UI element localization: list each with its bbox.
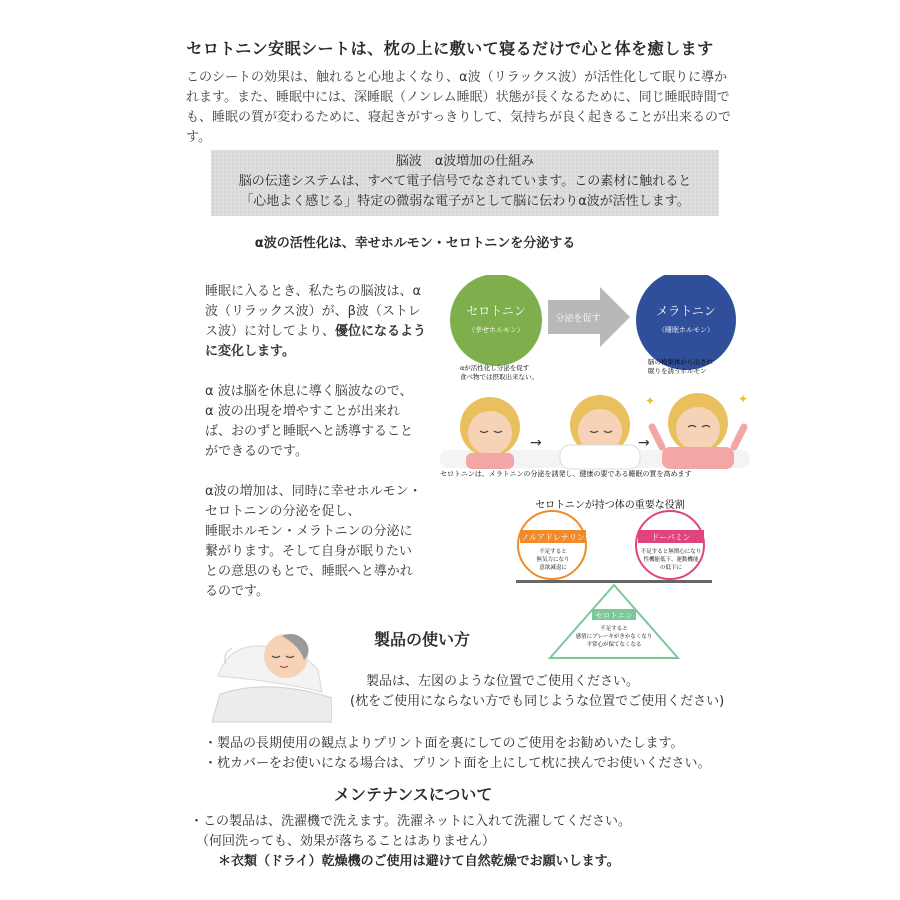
mechanism-box (211, 150, 719, 216)
maintenance-line: （何回洗っても、効果が落ちることはありません） (196, 834, 496, 849)
dopamine-note: の低下に (659, 565, 683, 571)
text-line: との意思のもとで、睡眠へと導かれ (205, 564, 413, 579)
text-line: 睡眠ホルモン・メラトニンの分泌に (205, 524, 413, 539)
intro-line: このシートの効果は、触れると心地よくなり、α波（リラックス波）が活性化して眠りに導か (186, 70, 728, 85)
melatonin-note: 脳の松果体から出され (648, 358, 713, 366)
explanation-paragraph-1 (205, 282, 427, 362)
noradrenaline-note: 無気力になり (536, 557, 570, 563)
text-line: セロトニンの分泌を促し、 (205, 504, 361, 519)
noradrenaline-note: 意欲減退に (539, 565, 567, 571)
usage-note-item: ・製品の長期使用の観点よりプリント面を裏にしてのご使用をお勧めいたします。 (204, 736, 684, 751)
text-line: ば、おのずと睡眠へと誘導すること (205, 424, 414, 439)
melatonin-note: 眠りを誘うホルモン (648, 367, 707, 375)
maintenance-line: ・この製品は、洗濯機で洗えます。洗濯ネットに入れて洗濯してください。 (190, 814, 631, 829)
alpha-heading: α波の活性化は、幸せホルモン・セロトニンを分泌する (254, 236, 576, 251)
howto-heading: 製品の使い方 (374, 630, 471, 649)
text-line: 波（リラックス波）が、β波（ストレ (205, 304, 421, 319)
waking-illustration (440, 392, 750, 469)
text-line: α波の増加は、同時に幸せホルモン・ (205, 484, 422, 499)
maintenance-text (190, 812, 631, 872)
howto-text (350, 672, 725, 712)
sleepy-face-icon (460, 397, 520, 469)
serotonin-role-note: 平常心が保てなくなる (586, 642, 642, 648)
noradrenaline-label: ノルアドレナリン (521, 533, 585, 542)
text-line: ができるのです。 (205, 444, 308, 459)
maintenance-heading: メンテナンスについて (334, 785, 493, 804)
usage-notes (204, 734, 710, 774)
arrow-icon: → (638, 435, 650, 451)
intro-line: れます。また、睡眠中には、深睡眠（ノンレム睡眠）状態が長くなるために、同じ睡眠時間で (186, 90, 730, 105)
sleeping-face-icon (560, 395, 640, 469)
elderly-man-sleeping-icon (212, 624, 332, 724)
text-emphasis: 優位になるよう (335, 324, 427, 339)
serotonin-label: セロトニン (466, 304, 526, 318)
text-emphasis: に変化します。 (205, 344, 295, 359)
sparkle-icon: ✦ (738, 392, 749, 406)
roles-heading: セロトニンが持つ体の重要な役割 (535, 500, 685, 511)
mechanism-heading: 脳波 α波増加の仕組み (395, 154, 535, 169)
explanation-paragraph-3 (205, 482, 427, 602)
howto-line: 製品は、左図のような位置でご使用ください。 (366, 674, 640, 689)
maintenance-warning: ＊衣類（ドライ）乾燥機のご使用は避けて自然乾燥でお願いします。 (218, 854, 620, 869)
illustration-caption: セロトニンは、メラトニンの分泌を誘発し、健康の要である睡眠の質を高めます (440, 470, 692, 478)
text-line: 睡眠に入るとき、私たちの脳波は、α (205, 284, 422, 299)
dopamine-note: 不足すると無関心になり (640, 549, 702, 555)
serotonin-role-note: 感情にブレーキがきかなくなり (575, 634, 653, 640)
arrow-label: 分泌を促す (555, 314, 601, 324)
arrow-icon: → (530, 435, 542, 451)
text-line: α 波の出現を増やすことが出来れ (205, 404, 400, 419)
serotonin-diagram (440, 275, 770, 665)
explanation-paragraph-2 (205, 382, 427, 462)
sparkle-icon: ✦ (645, 394, 656, 408)
text-line: 繋がります。そして自身が眠りたい (205, 544, 412, 559)
page-title: セロトニン安眠シートは、枕の上に敷いて寝るだけで心と体を癒します (186, 39, 714, 58)
serotonin-role-label: セロトニン (595, 611, 633, 620)
serotonin-note: 食べ物では摂取出来ない。 (460, 373, 538, 381)
howto-line: (枕をご使用にならない方でも同じような位置でご使用ください) (350, 694, 725, 709)
text-line: ス波）に対してより、 (205, 324, 336, 339)
noradrenaline-note: 不足すると (539, 549, 567, 555)
dopamine-label: ドーパミン (651, 533, 691, 542)
serotonin-role-note: 不足すると (600, 626, 628, 632)
intro-line: も、睡眠の質が変わるために、寝起きがすっきりして、気持ちが良く起きることが出来るので (186, 110, 731, 125)
serotonin-note: αが活性化し分泌を促す (460, 364, 530, 372)
intro-paragraph (186, 68, 746, 148)
text-line: るのです。 (205, 584, 269, 599)
text-line: α 波は脳を休息に導く脳波なので、 (205, 384, 413, 399)
mechanism-line: 脳の伝達システムは、すべて電子信号でなされています。この素材に触れると (238, 174, 692, 189)
melatonin-sub-label: （睡眠ホルモン） (658, 326, 714, 334)
serotonin-circle (450, 275, 542, 366)
balance-beam (516, 580, 712, 583)
intro-line: す。 (186, 130, 211, 145)
serotonin-sub-label: （幸せホルモン） (468, 326, 524, 334)
usage-note-item: ・枕カバーをお使いになる場合は、プリント面を上にして枕に挟んでお使いください。 (204, 756, 711, 771)
melatonin-label: メラトニン (656, 304, 716, 318)
melatonin-circle (636, 275, 736, 370)
mechanism-line: 「心地よく感じる」特定の微弱な電子がとして脳に伝わりα波が活性します。 (240, 194, 690, 209)
dopamine-note: 性機能低下、運動機能 (643, 557, 699, 563)
